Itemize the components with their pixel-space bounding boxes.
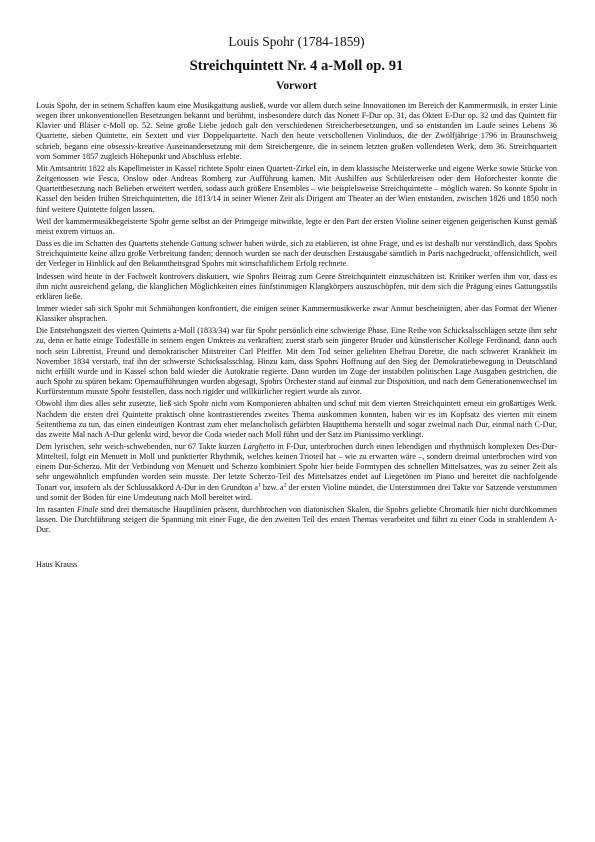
preface-paragraph <box>36 272 557 302</box>
text-run: der ersten Violine mündet, die Unterstimmen drei Takte vor Satzende verstummen und somit der Boden für eine Umdeutung nach Moll bereitet wird. <box>36 482 557 502</box>
text-run: Obwohl ihm dies alles sehr zusetzte, ließ sich Spohr nicht vom Komponieren abhalten und schuf mit dem vierten Streichquintett erneut ein großartiges Werk. Nachdem die ersten drei Quintette praktisch ohne kontrastierendes zweites Thema auskommen konnten, haben wir es im Kopfsatz des vierten mit einem Seitenthema zu tun, das einen eindeutigen Kontrast zum eher melancholisch gefärbten Hauptthema herstellt und sogar zweimal nach Dur, einmal nach C-Dur, das zweite Mal nach A-Dur gelenkt wird, bevor die Coda wieder nach Moll führt und der Satz im Pianissimo verklingt. <box>36 399 557 439</box>
work-title: Streichquintett Nr. 4 a-Moll op. 91 <box>189 58 404 74</box>
text-run: Die Entstehungszeit des vierten Quintetts a-Moll (1833/34) war für Spohr persönlich eine schwierige Phase. Eine Reihe von Schicksalsschlägen setzte ihm sehr zu, denn er hatte einige Todesfälle in seinem engen Umkreis zu verkraften; zuerst starb sein jüngerer Bruder und künstlerischer Kollege Ferdinand, dann auch noch sein Librettist, Freund und demokratischer Mitstreiter Carl Pfeiffer. Mit dem Tod seiner geliebten Ehefrau Dorette, die nach schwerer Krankheit im November 1834 verstarb, traf ihn der schwerste Schicksalsschlag. Hinzu kam, dass Spohrs Hoffnung auf den Sieg der Demokratiebewegung in Deutschland nicht erfüllt wurde und in Kassel schon bald wieder die Autokratie regierte. Dann wurden im Zuge der instabilen politischen Lage Ausgaben gestrichen, die auch Spohr zu spüren bekam: Opernaufführungen wurden abgesagt, Spohrs Orchester stand auf einmal zur Disposition, und nach dem Generationenwechsel im Kurfürstentum musste Spohr feststellen, dass noch rigider und willkürlicher regiert wurde als zuvor. <box>36 326 557 397</box>
preface-paragraph <box>36 217 557 237</box>
preface-paragraph <box>36 239 557 269</box>
superscript: 2 <box>283 481 287 488</box>
italic-term: Finale <box>76 504 99 514</box>
text-run: Immer wieder sah sich Spohr mit Schmähungen konfrontiert, die einigen seiner Kammermusikwerke zwar Anmut bescheinigten, aber das Format der Wiener Klassiker absprachen. <box>36 303 557 324</box>
preface-paragraph <box>36 101 557 162</box>
text-run: in F-Dur, unterbrochen durch einen lebendigen und rhythmisch komplexen Des-Dur-Mittelteil, folgt ein Menuett in Moll und punktierter Rhythmik, welches keinen Trioteil hat – wie zu erwarten wäre –, sondern dreimal unterbrochen wird von einem Dur-Scherzo. Mit der Verbindung von Menuett und Scherzo kombiniert Spohr hier beide Formtypen des schnellen Mittelsatzes, was zu seiner Zeit als sehr ungewöhnlich empfunden worden sein musste. Der letzte Scherzo-Teil des Mittelsatzes endet auf Liegetönen im Piano und bereitet die nachfolgende Tonart vor, insofern als der Schlussakkord A-Dur in den Grundton a <box>36 442 558 492</box>
text-run: bzw. a <box>260 482 284 492</box>
preface-paragraph <box>36 326 557 397</box>
preface-paragraph <box>36 164 557 215</box>
preface-body <box>36 101 557 535</box>
text-run: Weil der kammermusikbegeisterte Spohr gerne selbst an der Primgeige mitwirkte, legte er den Part der ersten Violine seiner eigenen geigerischen Kunst gemäß meist extrem virtuos an. <box>36 216 557 236</box>
text-run: Mit Amtsantritt 1822 als Kapellmeister in Kassel richtete Spohr einen Quartett-Zirkel ein, in dem klassische Meisterwerke und eigene Werke sowie Stücke von Zeitgenossen wie Fesca, Onslow oder Andreas Romberg zur Aufführung kamen. Mit Aushilfen aus Schülerkreisen oder dem Hoforchester konnte die Quartettbesetzung nach Belieben erweitert werden, sodass auch größere Ensembles – wie beispielsweise Streichquintette – möglich waren. So konnte Spohr in Kassel den beiden frühen Streichquintetten, die 1813/14 in seiner Wiener Zeit als Dirigent am Theater an der Wien entstanden, zwischen 1826 und 1850 noch fünf weitere Quintette folgen lassen. <box>36 163 557 214</box>
text-run: Im rasanten <box>36 504 77 514</box>
preface-paragraph <box>36 304 557 324</box>
text-run: sind drei thematische Hauptlinien präsent, durchbrochen von diatonischen Skalen, die Spohrs geliebte Chromatik hier nicht durchkommen lassen. Die Durchführung steigert die Spannung mit einer Fuge, die den zweiten Teil des ersten Themas verarbeitet und führt zu einer Coda in strahlendem A-Dur. <box>36 504 557 535</box>
italic-term: Larghetto <box>243 442 275 451</box>
preface-paragraph <box>36 505 557 535</box>
text-run: Louis Spohr, der in seinem Schaffen kaum eine Musikgattung ausließ, wurde vor allem durch seine Innovationen im Bereich der Kammermusik, in erster Linie wegen ihrer unkonventionellen Besetzungen bekannt und berühmt, insbesondere durch das Nonett F-Dur op. 31, das Oktett E-Dur op. 32 und das Quintett für Klavier und Bläser c-Moll op. 52. Seine große Liebe jedoch galt den verschiedenen Streicherbesetzungen, und so entstanden im Laufe seines Lebens 36 Quartette, sieben Quintette, ein Sextett und vier Doppelquartette. Nach den heute verschollenen Violinduos, die der Zwölfjährige 1796 in Braunschweig schrieb, begann eine obsessiv-kreative Auseinandersetzung mit dem Streichergenre, die in seinem letzten großen vollendeten Werk, dem 36. Streichquartett vom Sommer 1857 zugleich Höhepunkt und Abschluss erlebte. <box>36 101 557 161</box>
text-run: Indessen wird heute in der Fachwelt kontrovers diskutiert, wie Spohrs Beitrag zum Genre Streichquintett einzuschätzen ist. Kritiker werfen ihm vor, dass es ihm nicht ausreichend gelang, die klanglichen Möglichkeiten eines fünfstimmigen Klangkörpers auszuschöpfen, mit dem sich die Prägung eines Gattungsstils erklären ließe. <box>36 271 557 301</box>
preface-paragraph <box>36 399 557 440</box>
preface-paragraph <box>36 442 557 503</box>
text-run: Dem lyrischen, sehr weich-schwebenden, nur 67 Takte kurzen <box>36 442 244 451</box>
text-run: Dass es die im Schatten des Quartetts stehende Gattung schwer haben würde, sich zu etablieren, ist ohne Frage, und es ist deshalb nur verständlich, dass Spohrs Streichquintette keine allzu große Verbreitung fanden; dennoch wurden sie nach der deutschen Erstausgabe sämtlich in Paris nachgedruckt, offensichtlich, weil der Verleger in Hinblick auf den Bekanntheitsgrad Spohrs mit wirtschaftlichem Erfolg rechnete. <box>36 239 557 269</box>
author-signature: Haus Krauss <box>36 560 78 570</box>
preface-heading: Vorwort <box>276 80 317 92</box>
composer-heading: Louis Spohr (1784-1859) <box>228 34 365 49</box>
superscript: 1 <box>257 481 261 488</box>
